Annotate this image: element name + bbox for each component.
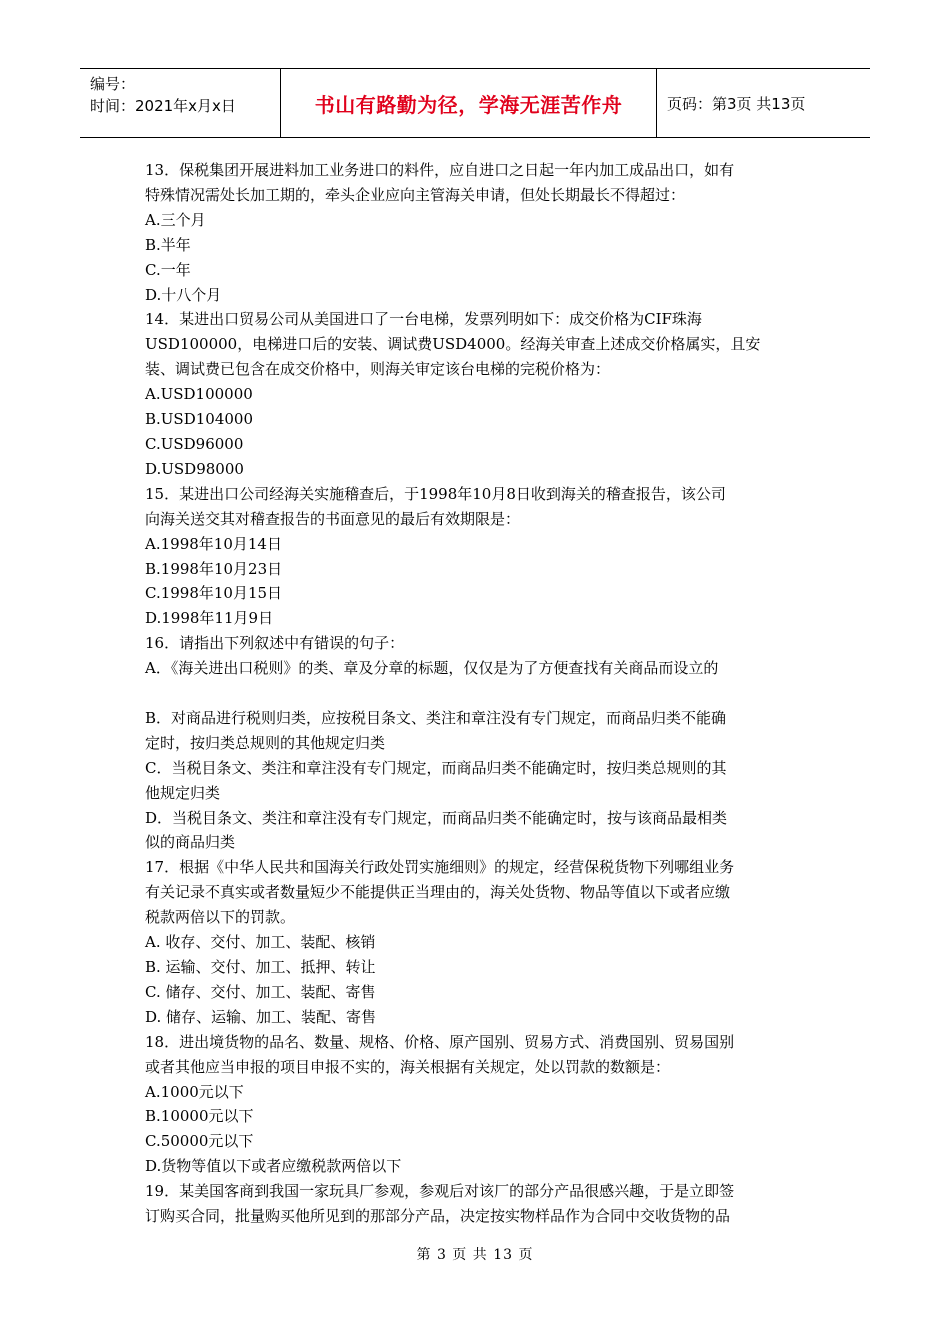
text-line: 装、调试费已包含在成交价格中，则海关审定该台电梯的完税价格为： (145, 360, 611, 379)
text-line: D．当税目条文、类注和章注没有专门规定，而商品归类不能确定时，按与该商品最相类 (145, 808, 728, 827)
text-line: 似的商品归类 (145, 833, 236, 852)
text-line: 他规定归类 (145, 783, 221, 802)
header-page-number: 页码：第3页 共13页 (667, 94, 806, 113)
text-line: B.1998年10月23日 (145, 559, 283, 578)
header-motto: 书山有路勤为径，学海无涯苦作舟 (314, 92, 623, 117)
header-page-cell (657, 69, 870, 137)
text-line: 订购买合同，批量购买他所见到的那部分产品，决定按实物样品作为合同中交收货物的品 (145, 1207, 731, 1226)
text-line: C.1998年10月15日 (145, 584, 283, 603)
text-line: 或者其他应当申报的项目申报不实的，海关根据有关规定，处以罚款的数额是： (145, 1057, 671, 1076)
text-line: B. 运输、交付、加工、抵押、转让 (145, 957, 376, 976)
text-line: B．对商品进行税则归类，应按税目条文、类注和章注没有专门规定，而商品归类不能确 (145, 708, 727, 727)
page-footer: 第 3 页 共 13 页 (416, 1247, 534, 1263)
text-line: 17．根据《中华人民共和国海关行政处罚实施细则》的规定，经营保税货物下列哪组业务 (145, 858, 735, 877)
document-date: 时间：2021年x月x日 (90, 97, 236, 115)
text-line: USD100000，电梯进口后的安装、调试费USD4000。经海关审查上述成交价格属实，且安 (145, 335, 761, 354)
text-line: B.USD104000 (145, 410, 253, 429)
text-line: 18．进出境货物的品名、数量、规格、价格、原产国别、贸易方式、消费国别、贸易国别 (145, 1032, 735, 1051)
text-line: A. 收存、交付、加工、装配、核销 (145, 933, 376, 952)
text-line: 19．某美国客商到我国一家玩具厂参观，参观后对该厂的部分产品很感兴趣，于是立即签 (145, 1182, 735, 1201)
text-line: A.三个月 (145, 210, 206, 229)
text-line: 16．请指出下列叙述中有错误的句子： (145, 634, 405, 653)
blank-line (145, 681, 809, 706)
text-line: 13．保税集团开展进料加工业务进口的料件，应自进口之日起一年内加工成品出口，如有 (145, 161, 735, 179)
text-line: 定时，按归类总规则的其他规定归类 (145, 733, 386, 752)
text-line: C.一年 (145, 260, 191, 279)
text-line: D.十八个月 (145, 285, 222, 304)
text-line: D. 储存、运输、加工、装配、寄售 (145, 1007, 377, 1026)
text-line: 有关记录不真实或者数量短少不能提供正当理由的，海关处货物、物品等值以下或者应缴 (145, 883, 731, 902)
text-line: 特殊情况需处长加工期的，牵头企业应向主管海关申请，但处长期最长不得超过： (145, 185, 686, 204)
text-line: D.1998年11月9日 (145, 609, 274, 628)
text-line: C. 储存、交付、加工、装配、寄售 (145, 982, 376, 1001)
text-line: B.半年 (145, 235, 191, 254)
text-line: 税款两倍以下的罚款。 (145, 908, 296, 927)
text-line: D.货物等值以下或者应缴税款两倍以下 (145, 1157, 402, 1176)
text-line: C.USD96000 (145, 434, 244, 453)
text-line: A.USD100000 (145, 385, 253, 404)
page-header (80, 68, 870, 138)
text-line: 15．某进出口公司经海关实施稽查后，于1998年10月8日收到海关的稽查报告，该公司 (145, 484, 726, 503)
header-motto-cell (280, 69, 657, 137)
text-line: A.1998年10月14日 (145, 534, 282, 553)
text-line: B.10000元以下 (145, 1107, 254, 1126)
document-number-label: 编号： (90, 75, 136, 93)
text-line: C.50000元以下 (145, 1132, 254, 1151)
text-line: 14．某进出口贸易公司从美国进口了一台电梯，发票列明如下：成交价格为CIF珠海 (145, 310, 702, 329)
text-line: D.USD98000 (145, 459, 244, 478)
document-body (145, 158, 809, 1229)
header-meta (80, 69, 280, 137)
text-line: A.1000元以下 (145, 1082, 244, 1101)
text-line: C．当税目条文、类注和章注没有专门规定，而商品归类不能确定时，按归类总规则的其 (145, 758, 727, 777)
text-line: 向海关送交其对稽查报告的书面意见的最后有效期限是： (145, 509, 521, 528)
text-line: A．《海关进出口税则》的类、章及分章的标题，仅仅是为了方便查找有关商品而设立的 (145, 659, 719, 678)
